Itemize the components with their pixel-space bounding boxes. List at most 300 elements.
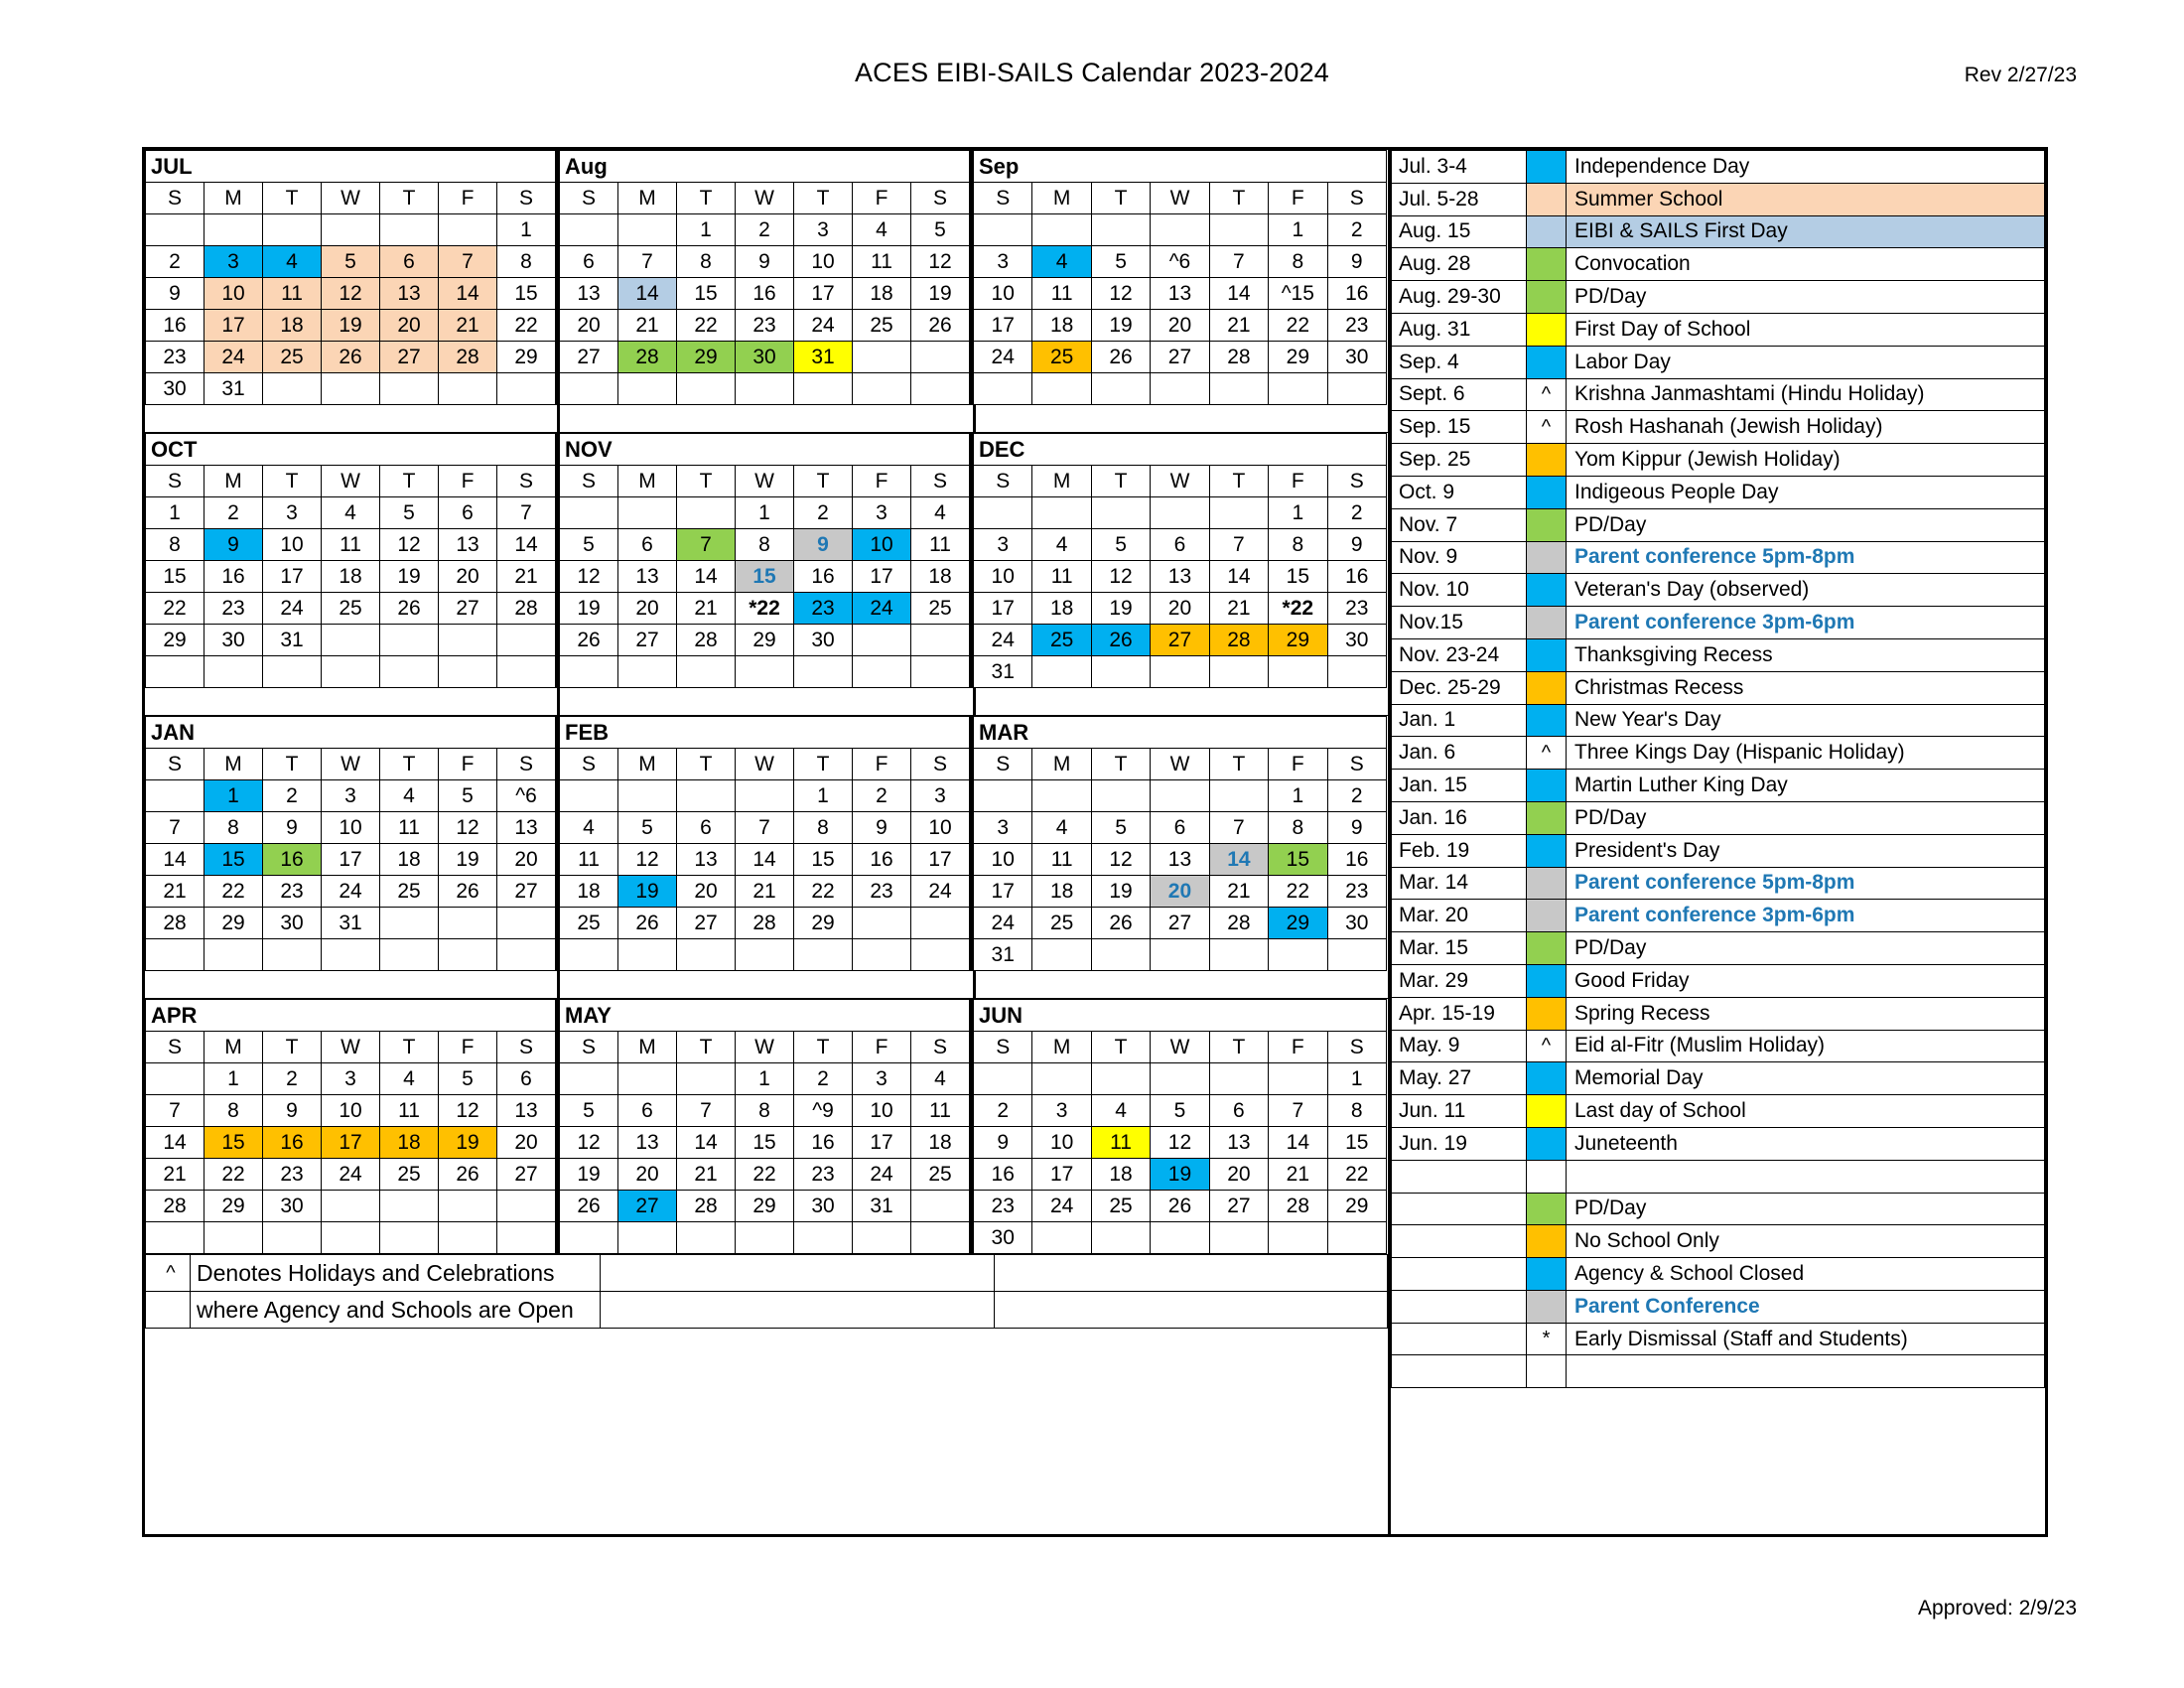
day-may-3[interactable]: 3 [853, 1063, 911, 1095]
day-mar-4[interactable]: 4 [1032, 812, 1091, 844]
day-apr-15[interactable]: 15 [205, 1127, 263, 1159]
day-sep-26[interactable]: 26 [1091, 342, 1150, 373]
day-may-17[interactable]: 17 [853, 1127, 911, 1159]
day-nov-28[interactable]: 28 [677, 625, 736, 656]
day-feb-20[interactable]: 20 [677, 876, 736, 908]
day-may-20[interactable]: 20 [618, 1159, 677, 1191]
day-feb-14[interactable]: 14 [736, 844, 794, 876]
day-jan-10[interactable]: 10 [322, 812, 380, 844]
day-oct-6[interactable]: 6 [439, 497, 497, 529]
day-nov-24[interactable]: 24 [853, 593, 911, 625]
day-sep-19[interactable]: 19 [1091, 310, 1150, 342]
day-dec-16[interactable]: 16 [1327, 561, 1386, 593]
day-aug-4[interactable]: 4 [853, 214, 911, 246]
day-jun-20[interactable]: 20 [1209, 1159, 1268, 1191]
day-aug-11[interactable]: 11 [853, 246, 911, 278]
day-sep-14[interactable]: 14 [1209, 278, 1268, 310]
day-jun-3[interactable]: 3 [1032, 1095, 1091, 1127]
day-jul-4[interactable]: 4 [263, 246, 322, 278]
day-nov-14[interactable]: 14 [677, 561, 736, 593]
day-jul-20[interactable]: 20 [380, 310, 439, 342]
day-jul-26[interactable]: 26 [322, 342, 380, 373]
day-aug-2[interactable]: 2 [736, 214, 794, 246]
day-dec-28[interactable]: 28 [1209, 625, 1268, 656]
day-apr-29[interactable]: 29 [205, 1191, 263, 1222]
day-jul-24[interactable]: 24 [205, 342, 263, 373]
day-mar-11[interactable]: 11 [1032, 844, 1091, 876]
day-sep-6[interactable]: ^6 [1151, 246, 1209, 278]
day-feb-6[interactable]: 6 [677, 812, 736, 844]
day-apr-28[interactable]: 28 [146, 1191, 205, 1222]
day-feb-28[interactable]: 28 [736, 908, 794, 939]
day-feb-24[interactable]: 24 [911, 876, 970, 908]
day-dec-12[interactable]: 12 [1091, 561, 1150, 593]
day-feb-15[interactable]: 15 [794, 844, 853, 876]
day-jan-1[interactable]: 1 [205, 780, 263, 812]
day-nov-23[interactable]: 23 [794, 593, 853, 625]
day-jan-16[interactable]: 16 [263, 844, 322, 876]
day-sep-2[interactable]: 2 [1327, 214, 1386, 246]
day-dec-29[interactable]: 29 [1269, 625, 1327, 656]
day-sep-27[interactable]: 27 [1151, 342, 1209, 373]
day-jun-13[interactable]: 13 [1209, 1127, 1268, 1159]
day-may-9[interactable]: ^9 [794, 1095, 853, 1127]
day-dec-14[interactable]: 14 [1209, 561, 1268, 593]
day-jan-12[interactable]: 12 [439, 812, 497, 844]
day-apr-1[interactable]: 1 [205, 1063, 263, 1095]
day-mar-26[interactable]: 26 [1091, 908, 1150, 939]
day-dec-4[interactable]: 4 [1032, 529, 1091, 561]
day-sep-5[interactable]: 5 [1091, 246, 1150, 278]
day-sep-21[interactable]: 21 [1209, 310, 1268, 342]
day-sep-1[interactable]: 1 [1269, 214, 1327, 246]
day-dec-3[interactable]: 3 [974, 529, 1032, 561]
day-oct-1[interactable]: 1 [146, 497, 205, 529]
day-apr-11[interactable]: 11 [380, 1095, 439, 1127]
day-nov-25[interactable]: 25 [911, 593, 970, 625]
day-apr-26[interactable]: 26 [439, 1159, 497, 1191]
day-dec-2[interactable]: 2 [1327, 497, 1386, 529]
day-mar-13[interactable]: 13 [1151, 844, 1209, 876]
day-jun-27[interactable]: 27 [1209, 1191, 1268, 1222]
day-jul-17[interactable]: 17 [205, 310, 263, 342]
day-dec-30[interactable]: 30 [1327, 625, 1386, 656]
day-jan-29[interactable]: 29 [205, 908, 263, 939]
day-feb-4[interactable]: 4 [560, 812, 618, 844]
day-aug-9[interactable]: 9 [736, 246, 794, 278]
day-mar-1[interactable]: 1 [1269, 780, 1327, 812]
day-may-21[interactable]: 21 [677, 1159, 736, 1191]
day-mar-28[interactable]: 28 [1209, 908, 1268, 939]
day-jun-8[interactable]: 8 [1327, 1095, 1386, 1127]
day-sep-20[interactable]: 20 [1151, 310, 1209, 342]
day-feb-25[interactable]: 25 [560, 908, 618, 939]
day-oct-25[interactable]: 25 [322, 593, 380, 625]
day-feb-19[interactable]: 19 [618, 876, 677, 908]
day-apr-12[interactable]: 12 [439, 1095, 497, 1127]
day-jan-23[interactable]: 23 [263, 876, 322, 908]
day-jun-14[interactable]: 14 [1269, 1127, 1327, 1159]
day-jul-28[interactable]: 28 [439, 342, 497, 373]
day-jan-13[interactable]: 13 [497, 812, 556, 844]
day-aug-12[interactable]: 12 [911, 246, 970, 278]
day-oct-15[interactable]: 15 [146, 561, 205, 593]
day-apr-3[interactable]: 3 [322, 1063, 380, 1095]
day-feb-1[interactable]: 1 [794, 780, 853, 812]
day-jul-25[interactable]: 25 [263, 342, 322, 373]
day-oct-22[interactable]: 22 [146, 593, 205, 625]
day-aug-18[interactable]: 18 [853, 278, 911, 310]
day-dec-26[interactable]: 26 [1091, 625, 1150, 656]
day-dec-5[interactable]: 5 [1091, 529, 1150, 561]
day-apr-14[interactable]: 14 [146, 1127, 205, 1159]
day-apr-8[interactable]: 8 [205, 1095, 263, 1127]
day-apr-24[interactable]: 24 [322, 1159, 380, 1191]
day-jun-28[interactable]: 28 [1269, 1191, 1327, 1222]
day-mar-5[interactable]: 5 [1091, 812, 1150, 844]
day-sep-11[interactable]: 11 [1032, 278, 1091, 310]
day-mar-15[interactable]: 15 [1269, 844, 1327, 876]
day-jun-24[interactable]: 24 [1032, 1191, 1091, 1222]
day-dec-15[interactable]: 15 [1269, 561, 1327, 593]
day-jan-7[interactable]: 7 [146, 812, 205, 844]
day-sep-24[interactable]: 24 [974, 342, 1032, 373]
day-feb-12[interactable]: 12 [618, 844, 677, 876]
day-jul-21[interactable]: 21 [439, 310, 497, 342]
day-may-29[interactable]: 29 [736, 1191, 794, 1222]
day-feb-3[interactable]: 3 [911, 780, 970, 812]
day-may-2[interactable]: 2 [794, 1063, 853, 1095]
day-feb-8[interactable]: 8 [794, 812, 853, 844]
day-aug-24[interactable]: 24 [794, 310, 853, 342]
day-may-16[interactable]: 16 [794, 1127, 853, 1159]
day-jan-9[interactable]: 9 [263, 812, 322, 844]
day-jun-17[interactable]: 17 [1032, 1159, 1091, 1191]
day-aug-8[interactable]: 8 [677, 246, 736, 278]
day-jan-26[interactable]: 26 [439, 876, 497, 908]
day-mar-29[interactable]: 29 [1269, 908, 1327, 939]
day-jan-14[interactable]: 14 [146, 844, 205, 876]
day-oct-8[interactable]: 8 [146, 529, 205, 561]
day-apr-13[interactable]: 13 [497, 1095, 556, 1127]
day-apr-22[interactable]: 22 [205, 1159, 263, 1191]
day-apr-25[interactable]: 25 [380, 1159, 439, 1191]
day-jul-15[interactable]: 15 [497, 278, 556, 310]
day-nov-17[interactable]: 17 [853, 561, 911, 593]
day-sep-12[interactable]: 12 [1091, 278, 1150, 310]
day-feb-18[interactable]: 18 [560, 876, 618, 908]
day-sep-3[interactable]: 3 [974, 246, 1032, 278]
day-nov-9[interactable]: 9 [794, 529, 853, 561]
day-may-5[interactable]: 5 [560, 1095, 618, 1127]
day-jul-13[interactable]: 13 [380, 278, 439, 310]
day-feb-23[interactable]: 23 [853, 876, 911, 908]
day-apr-21[interactable]: 21 [146, 1159, 205, 1191]
day-may-14[interactable]: 14 [677, 1127, 736, 1159]
day-may-22[interactable]: 22 [736, 1159, 794, 1191]
day-feb-21[interactable]: 21 [736, 876, 794, 908]
day-aug-16[interactable]: 16 [736, 278, 794, 310]
day-apr-16[interactable]: 16 [263, 1127, 322, 1159]
day-apr-4[interactable]: 4 [380, 1063, 439, 1095]
day-oct-2[interactable]: 2 [205, 497, 263, 529]
day-sep-4[interactable]: 4 [1032, 246, 1091, 278]
day-nov-6[interactable]: 6 [618, 529, 677, 561]
day-may-27[interactable]: 27 [618, 1191, 677, 1222]
day-aug-26[interactable]: 26 [911, 310, 970, 342]
day-feb-27[interactable]: 27 [677, 908, 736, 939]
day-feb-17[interactable]: 17 [911, 844, 970, 876]
day-mar-17[interactable]: 17 [974, 876, 1032, 908]
day-jun-22[interactable]: 22 [1327, 1159, 1386, 1191]
day-may-15[interactable]: 15 [736, 1127, 794, 1159]
day-apr-7[interactable]: 7 [146, 1095, 205, 1127]
day-aug-19[interactable]: 19 [911, 278, 970, 310]
day-dec-20[interactable]: 20 [1151, 593, 1209, 625]
day-may-12[interactable]: 12 [560, 1127, 618, 1159]
day-apr-20[interactable]: 20 [497, 1127, 556, 1159]
day-jun-15[interactable]: 15 [1327, 1127, 1386, 1159]
day-aug-5[interactable]: 5 [911, 214, 970, 246]
day-mar-22[interactable]: 22 [1269, 876, 1327, 908]
day-jun-11[interactable]: 11 [1091, 1127, 1150, 1159]
day-nov-30[interactable]: 30 [794, 625, 853, 656]
day-jun-10[interactable]: 10 [1032, 1127, 1091, 1159]
day-dec-17[interactable]: 17 [974, 593, 1032, 625]
day-feb-13[interactable]: 13 [677, 844, 736, 876]
day-jun-23[interactable]: 23 [974, 1191, 1032, 1222]
day-dec-22[interactable]: *22 [1269, 593, 1327, 625]
day-aug-31[interactable]: 31 [794, 342, 853, 373]
day-jun-4[interactable]: 4 [1091, 1095, 1150, 1127]
day-may-23[interactable]: 23 [794, 1159, 853, 1191]
day-jan-24[interactable]: 24 [322, 876, 380, 908]
day-nov-26[interactable]: 26 [560, 625, 618, 656]
day-nov-13[interactable]: 13 [618, 561, 677, 593]
day-jan-2[interactable]: 2 [263, 780, 322, 812]
day-aug-14[interactable]: 14 [618, 278, 677, 310]
day-jul-16[interactable]: 16 [146, 310, 205, 342]
day-aug-25[interactable]: 25 [853, 310, 911, 342]
day-sep-30[interactable]: 30 [1327, 342, 1386, 373]
day-dec-19[interactable]: 19 [1091, 593, 1150, 625]
day-aug-1[interactable]: 1 [677, 214, 736, 246]
day-oct-13[interactable]: 13 [439, 529, 497, 561]
day-jul-7[interactable]: 7 [439, 246, 497, 278]
day-mar-6[interactable]: 6 [1151, 812, 1209, 844]
day-nov-2[interactable]: 2 [794, 497, 853, 529]
day-may-24[interactable]: 24 [853, 1159, 911, 1191]
day-jan-22[interactable]: 22 [205, 876, 263, 908]
day-mar-31[interactable]: 31 [974, 939, 1032, 971]
day-apr-17[interactable]: 17 [322, 1127, 380, 1159]
day-nov-22[interactable]: *22 [736, 593, 794, 625]
day-jun-19[interactable]: 19 [1151, 1159, 1209, 1191]
day-mar-19[interactable]: 19 [1091, 876, 1150, 908]
day-dec-21[interactable]: 21 [1209, 593, 1268, 625]
day-jun-26[interactable]: 26 [1151, 1191, 1209, 1222]
day-mar-23[interactable]: 23 [1327, 876, 1386, 908]
day-oct-28[interactable]: 28 [497, 593, 556, 625]
day-feb-5[interactable]: 5 [618, 812, 677, 844]
day-aug-7[interactable]: 7 [618, 246, 677, 278]
day-mar-3[interactable]: 3 [974, 812, 1032, 844]
day-nov-4[interactable]: 4 [911, 497, 970, 529]
day-aug-28[interactable]: 28 [618, 342, 677, 373]
day-jun-6[interactable]: 6 [1209, 1095, 1268, 1127]
day-mar-14[interactable]: 14 [1209, 844, 1268, 876]
day-jan-4[interactable]: 4 [380, 780, 439, 812]
day-mar-30[interactable]: 30 [1327, 908, 1386, 939]
day-aug-27[interactable]: 27 [560, 342, 618, 373]
day-feb-26[interactable]: 26 [618, 908, 677, 939]
day-sep-25[interactable]: 25 [1032, 342, 1091, 373]
day-dec-10[interactable]: 10 [974, 561, 1032, 593]
day-apr-30[interactable]: 30 [263, 1191, 322, 1222]
day-dec-24[interactable]: 24 [974, 625, 1032, 656]
day-jul-8[interactable]: 8 [497, 246, 556, 278]
day-mar-10[interactable]: 10 [974, 844, 1032, 876]
day-feb-7[interactable]: 7 [736, 812, 794, 844]
day-apr-19[interactable]: 19 [439, 1127, 497, 1159]
day-dec-13[interactable]: 13 [1151, 561, 1209, 593]
day-aug-3[interactable]: 3 [794, 214, 853, 246]
day-jul-18[interactable]: 18 [263, 310, 322, 342]
day-oct-17[interactable]: 17 [263, 561, 322, 593]
day-jul-23[interactable]: 23 [146, 342, 205, 373]
day-jun-1[interactable]: 1 [1327, 1063, 1386, 1095]
day-mar-25[interactable]: 25 [1032, 908, 1091, 939]
day-sep-15[interactable]: ^15 [1269, 278, 1327, 310]
day-nov-5[interactable]: 5 [560, 529, 618, 561]
day-nov-16[interactable]: 16 [794, 561, 853, 593]
day-jan-31[interactable]: 31 [322, 908, 380, 939]
day-aug-21[interactable]: 21 [618, 310, 677, 342]
day-jan-3[interactable]: 3 [322, 780, 380, 812]
day-jun-5[interactable]: 5 [1151, 1095, 1209, 1127]
day-dec-9[interactable]: 9 [1327, 529, 1386, 561]
day-oct-30[interactable]: 30 [205, 625, 263, 656]
day-dec-18[interactable]: 18 [1032, 593, 1091, 625]
day-apr-27[interactable]: 27 [497, 1159, 556, 1191]
day-sep-18[interactable]: 18 [1032, 310, 1091, 342]
day-may-8[interactable]: 8 [736, 1095, 794, 1127]
day-sep-17[interactable]: 17 [974, 310, 1032, 342]
day-apr-9[interactable]: 9 [263, 1095, 322, 1127]
day-aug-10[interactable]: 10 [794, 246, 853, 278]
day-may-4[interactable]: 4 [911, 1063, 970, 1095]
day-oct-11[interactable]: 11 [322, 529, 380, 561]
day-oct-21[interactable]: 21 [497, 561, 556, 593]
day-dec-8[interactable]: 8 [1269, 529, 1327, 561]
day-jul-29[interactable]: 29 [497, 342, 556, 373]
day-aug-17[interactable]: 17 [794, 278, 853, 310]
day-jul-3[interactable]: 3 [205, 246, 263, 278]
day-sep-23[interactable]: 23 [1327, 310, 1386, 342]
day-sep-13[interactable]: 13 [1151, 278, 1209, 310]
day-nov-7[interactable]: 7 [677, 529, 736, 561]
day-dec-27[interactable]: 27 [1151, 625, 1209, 656]
day-jan-19[interactable]: 19 [439, 844, 497, 876]
day-may-1[interactable]: 1 [736, 1063, 794, 1095]
day-jan-6[interactable]: ^6 [497, 780, 556, 812]
day-jul-10[interactable]: 10 [205, 278, 263, 310]
day-nov-11[interactable]: 11 [911, 529, 970, 561]
day-oct-26[interactable]: 26 [380, 593, 439, 625]
day-dec-6[interactable]: 6 [1151, 529, 1209, 561]
day-oct-16[interactable]: 16 [205, 561, 263, 593]
day-jul-2[interactable]: 2 [146, 246, 205, 278]
day-feb-29[interactable]: 29 [794, 908, 853, 939]
day-may-31[interactable]: 31 [853, 1191, 911, 1222]
day-jan-11[interactable]: 11 [380, 812, 439, 844]
day-may-6[interactable]: 6 [618, 1095, 677, 1127]
day-oct-27[interactable]: 27 [439, 593, 497, 625]
day-jun-18[interactable]: 18 [1091, 1159, 1150, 1191]
day-jan-15[interactable]: 15 [205, 844, 263, 876]
day-sep-9[interactable]: 9 [1327, 246, 1386, 278]
day-jul-27[interactable]: 27 [380, 342, 439, 373]
day-jan-17[interactable]: 17 [322, 844, 380, 876]
day-jun-16[interactable]: 16 [974, 1159, 1032, 1191]
day-nov-18[interactable]: 18 [911, 561, 970, 593]
day-mar-7[interactable]: 7 [1209, 812, 1268, 844]
day-apr-23[interactable]: 23 [263, 1159, 322, 1191]
day-apr-18[interactable]: 18 [380, 1127, 439, 1159]
day-may-7[interactable]: 7 [677, 1095, 736, 1127]
day-jun-2[interactable]: 2 [974, 1095, 1032, 1127]
day-jul-19[interactable]: 19 [322, 310, 380, 342]
day-dec-1[interactable]: 1 [1269, 497, 1327, 529]
day-nov-21[interactable]: 21 [677, 593, 736, 625]
day-jul-22[interactable]: 22 [497, 310, 556, 342]
day-jun-25[interactable]: 25 [1091, 1191, 1150, 1222]
day-aug-23[interactable]: 23 [736, 310, 794, 342]
day-jun-21[interactable]: 21 [1269, 1159, 1327, 1191]
day-oct-14[interactable]: 14 [497, 529, 556, 561]
day-jul-14[interactable]: 14 [439, 278, 497, 310]
day-oct-9[interactable]: 9 [205, 529, 263, 561]
day-mar-9[interactable]: 9 [1327, 812, 1386, 844]
day-feb-11[interactable]: 11 [560, 844, 618, 876]
day-feb-16[interactable]: 16 [853, 844, 911, 876]
day-sep-29[interactable]: 29 [1269, 342, 1327, 373]
day-may-11[interactable]: 11 [911, 1095, 970, 1127]
day-oct-10[interactable]: 10 [263, 529, 322, 561]
day-mar-8[interactable]: 8 [1269, 812, 1327, 844]
day-nov-29[interactable]: 29 [736, 625, 794, 656]
day-mar-20[interactable]: 20 [1151, 876, 1209, 908]
day-oct-18[interactable]: 18 [322, 561, 380, 593]
day-nov-20[interactable]: 20 [618, 593, 677, 625]
day-jan-25[interactable]: 25 [380, 876, 439, 908]
day-mar-18[interactable]: 18 [1032, 876, 1091, 908]
day-oct-23[interactable]: 23 [205, 593, 263, 625]
day-jan-8[interactable]: 8 [205, 812, 263, 844]
day-jun-9[interactable]: 9 [974, 1127, 1032, 1159]
day-oct-20[interactable]: 20 [439, 561, 497, 593]
day-nov-12[interactable]: 12 [560, 561, 618, 593]
day-may-25[interactable]: 25 [911, 1159, 970, 1191]
day-jul-12[interactable]: 12 [322, 278, 380, 310]
day-jan-28[interactable]: 28 [146, 908, 205, 939]
day-oct-29[interactable]: 29 [146, 625, 205, 656]
day-aug-6[interactable]: 6 [560, 246, 618, 278]
day-may-13[interactable]: 13 [618, 1127, 677, 1159]
day-jul-5[interactable]: 5 [322, 246, 380, 278]
day-nov-15[interactable]: 15 [736, 561, 794, 593]
day-oct-24[interactable]: 24 [263, 593, 322, 625]
